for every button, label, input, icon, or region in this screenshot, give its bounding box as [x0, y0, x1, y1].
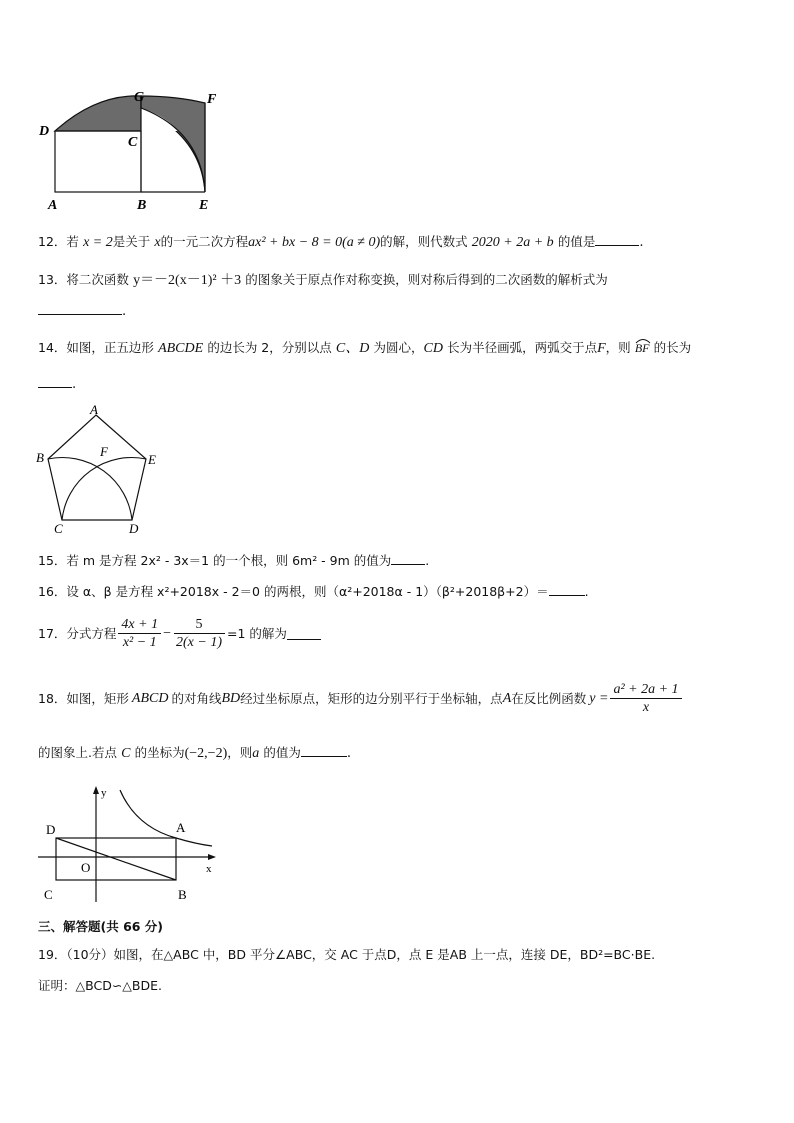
q18-text-4: 在反比例函数 [511, 690, 587, 706]
q18-coordinate: (−2,−2) [184, 746, 228, 761]
q18-text-6: 的坐标为 [134, 745, 185, 760]
q12-condition: x = 2 [83, 235, 113, 250]
q14-text-4: 长为半径画弧，两弧交于点 [447, 340, 598, 355]
label-B: B [137, 198, 147, 213]
q12-text-1: 若 [66, 234, 79, 249]
section-3-title: 三、解答题(共 66 分) [38, 919, 164, 934]
q18-end: . [346, 746, 352, 761]
question-14-answer-line [38, 375, 76, 394]
q14-point-f: F [597, 341, 606, 356]
q14-text-1: 如图，正五边形 [66, 340, 154, 355]
label-E: E [148, 452, 156, 467]
q18-rectangle: ABCD [131, 690, 169, 706]
question-13 [38, 271, 608, 290]
q18-fraction [610, 681, 681, 716]
q12-text-5: 的值是 [557, 234, 596, 249]
q17-fraction-2-denominator: 2(x − 1) [176, 635, 222, 650]
q12-equation: ax² + bx − 8 = 0(a ≠ 0) [248, 235, 381, 250]
q16-end: . [584, 584, 589, 599]
q17-fraction-2 [173, 616, 225, 651]
q14-number: 14． [38, 340, 67, 355]
q16-number: 16． [38, 584, 67, 599]
label-F: F [207, 92, 217, 107]
arc-symbol [635, 338, 651, 344]
question-12 [38, 233, 643, 252]
q18-text-5: 的图象上.若点 [38, 745, 117, 760]
q14-end: . [72, 377, 77, 392]
question-13-answer-line [38, 302, 126, 321]
shaded-region-left [55, 96, 141, 131]
q12-var: x [154, 235, 161, 250]
q14-points: C、D [335, 341, 370, 356]
q12-expression: 2020 + 2a + b [471, 235, 554, 250]
q12-number: 12． [38, 234, 67, 249]
q17-text-2: =1 的解为 [227, 625, 287, 641]
label-B: B [36, 450, 44, 465]
q18-a: a [252, 746, 260, 761]
figure-3-coordinate-rectangle [36, 782, 222, 914]
q17-number: 17． [38, 625, 67, 641]
figure-1-rectangle-arcs [36, 86, 226, 214]
question-14 [38, 339, 691, 358]
q12-text-4: 的解，则代数式 [380, 234, 468, 249]
q13-text-2: 的图象关于原点作对称变换，则对称后得到的二次函数的解析式为 [245, 272, 608, 287]
figure-2-pentagon [34, 402, 166, 537]
q18-text-1: 如图，矩形 [66, 690, 129, 706]
answer-blank-15[interactable] [391, 552, 425, 565]
q17-fraction-1-numerator: 4x + 1 [118, 616, 161, 634]
q14-text-3: 为圆心， [373, 340, 424, 355]
answer-blank-12[interactable] [595, 233, 639, 246]
q12-text-2: 是关于 [112, 234, 151, 249]
q17-fraction-2-numerator: 5 [174, 616, 225, 634]
q14-polygon: ABCDE [158, 341, 204, 356]
label-x: x [206, 863, 212, 875]
label-O: O [81, 860, 91, 875]
q18-point-a: A [502, 690, 512, 706]
label-D: D [129, 521, 139, 536]
q18-text-3: 经过坐标原点，矩形的边分别平行于坐标轴，点 [240, 690, 503, 706]
q15-number: 15． [38, 553, 67, 568]
q17-fraction-1 [118, 616, 161, 651]
q18-y-equals: y = [589, 690, 609, 706]
q18-text-8: 的值为 [263, 745, 301, 760]
q17-fraction-1-denominator: x² − 1 [122, 635, 157, 650]
q14-text-2: 的边长为 2，分别以点 [207, 340, 332, 355]
q18-diagonal: BD [221, 690, 241, 706]
x-axis-arrow [208, 854, 216, 860]
answer-blank-17[interactable] [287, 627, 321, 640]
label-F: F [100, 444, 108, 459]
shaded-region-right [141, 96, 205, 192]
q18-text-7: ，则 [227, 745, 253, 760]
answer-blank-13[interactable] [38, 302, 122, 315]
q12-text-3: 的一元二次方程 [160, 234, 249, 249]
q14-text-6: 的长为 [653, 340, 692, 355]
q14-segment: CD [423, 341, 443, 356]
q18-fraction-numerator: a² + 2a + 1 [610, 681, 681, 699]
label-A: A [90, 402, 98, 417]
q14-arc [635, 341, 650, 355]
label-D: D [39, 124, 50, 139]
label-C: C [54, 521, 63, 536]
answer-blank-14[interactable] [38, 375, 72, 388]
q13-function: y＝－2(x－1)² ＋3 [133, 273, 242, 288]
question-17 [38, 616, 321, 651]
question-19: 19．（10分）如图，在△ABC 中，BD 平分∠ABC，交 AC 于点D，点 E 是AB 上一点，连接 DE，BD²=BC·BE. [38, 947, 656, 962]
arc-centered-c [48, 458, 132, 520]
label-A: A [176, 820, 186, 835]
q15-text: 若 m 是方程 2x² - 3x＝1 的一个根，则 6m² - 9m 的值为 [66, 553, 392, 568]
label-D: D [46, 822, 56, 837]
q17-text-1: 分式方程 [66, 625, 117, 641]
q13-end: . [122, 304, 127, 319]
q15-end: . [425, 553, 430, 568]
question-16 [38, 583, 589, 601]
q17-minus: − [163, 625, 171, 641]
label-C: C [44, 887, 53, 902]
label-G: G [134, 90, 145, 105]
pentagon-abcde [48, 415, 146, 520]
q18-fraction-denominator: x [642, 700, 650, 715]
question-19-proof: 证明：△BCD∽△BDE. [38, 978, 162, 993]
q14-arc-label: BF [634, 341, 650, 355]
q18-number: 18． [38, 690, 67, 706]
q18-point-c: C [121, 746, 131, 761]
q18-text-2: 的对角线 [171, 690, 222, 706]
label-A: A [48, 198, 58, 213]
answer-blank-16[interactable] [549, 583, 585, 596]
label-B: B [178, 887, 187, 902]
diagonal-bd [56, 838, 176, 880]
q14-text-5: ，则 [605, 340, 631, 355]
label-y: y [101, 787, 107, 799]
question-18 [38, 681, 684, 716]
question-15 [38, 552, 429, 570]
q16-text: 设 α、β 是方程 x²+2018x - 2＝0 的两根，则（α²+2018α - 1）（β²+2018β+2）＝ [66, 584, 549, 599]
q13-number: 13． [38, 272, 67, 287]
q13-text-1: 将二次函数 [66, 272, 129, 287]
label-E: E [199, 198, 209, 213]
answer-blank-18[interactable] [301, 744, 347, 757]
label-C: C [128, 135, 138, 150]
y-axis-arrow [93, 786, 99, 794]
q12-end: . [639, 235, 644, 250]
arc-centered-d [62, 458, 146, 520]
question-18-line-2 [38, 744, 351, 763]
